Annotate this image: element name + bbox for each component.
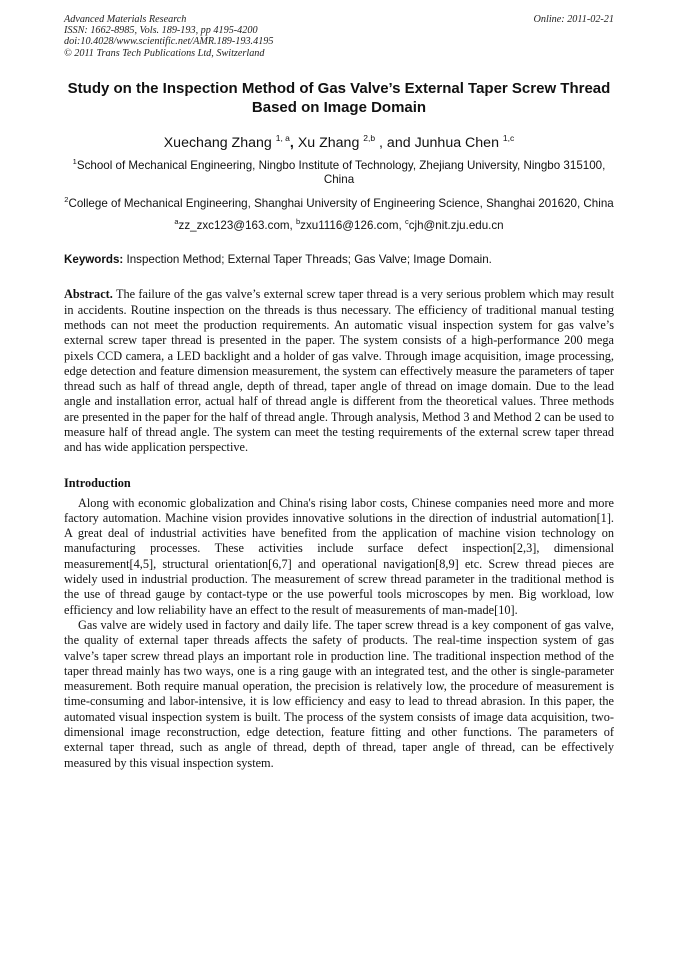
author-affiliation-mark: 2,b	[363, 132, 376, 143]
keywords-label: Keywords:	[64, 253, 124, 267]
author-name: Xu Zhang	[297, 134, 364, 151]
publication-header	[64, 14, 614, 59]
abstract-text: The failure of the gas valve’s external screw taper thread is a very serious problem which may result in accidents. Routine inspection on the threads is thus necessary. The efficiency of traditional manual testing methods can not meet the production requirements. An automatic visual inspection system for gas valve’s external screw taper thread is presented in the paper. The system consists of a high-performance 200 mega pixels CCD camera, a LED backlight and a holder of gas valve. Through image acquisition, image processing, edge detection and feature dimension measurement, the system can effectively measure the parameters of taper thread such as half of thread angle, depth of thread, taper angle of thread on image domain. Due to the lead angle and installation error, actual half of thread angle is different from the theoretical values. Three methods are presented in the paper for the half of thread angle. Through analysis, Method 3 and Method 2 can be used to measure half of thread angle. The system can meet the testing requirements of the external screw taper thread and has wide application perspective.	[64, 287, 614, 455]
copyright-line: © 2011 Trans Tech Publications Ltd, Switzerland	[64, 47, 265, 59]
doi-line: doi:10.4028/www.scientific.net/AMR.189-193.4195	[64, 36, 274, 48]
author-emails	[64, 219, 614, 233]
affiliation-text: School of Mechanical Engineering, Ningbo Institute of Technology, Zhejiang University, Ningbo 315100, China	[76, 158, 606, 187]
affiliation-text: College of Mechanical Engineering, Shanghai University of Engineering Science, Shanghai 201620, China	[68, 196, 614, 210]
email-address: zz_zxc123@163.com,	[178, 219, 296, 233]
keywords	[64, 253, 614, 267]
author-name: Xuechang Zhang	[163, 134, 276, 151]
author-affiliation-mark: 1, a	[275, 132, 290, 143]
email-mark: c	[404, 217, 409, 227]
affiliation-1	[64, 156, 614, 188]
email-mark: a	[174, 217, 179, 227]
author-affiliation-mark: 1,c	[502, 132, 515, 143]
author-list	[64, 134, 614, 152]
paper-title: Study on the Inspection Method of Gas Valve’s External Taper Screw Thread Based on Image Domain	[67, 79, 611, 116]
email-address: zxu1116@126.com,	[300, 219, 405, 233]
section-heading-introduction: Introduction	[64, 475, 131, 490]
author-name: Junhua Chen	[414, 134, 503, 151]
affiliation-mark: 2	[64, 194, 69, 204]
email-address: cjh@nit.zju.edu.cn	[408, 219, 504, 233]
abstract-label: Abstract.	[64, 287, 113, 302]
intro-paragraph-2: Gas valve are widely used in factory and daily life. The taper screw thread is a key component of gas valve, the quality of external taper threads affects the safety of products. The real-time inspection system of gas valve’s taper screw thread plays an important role in production line. The traditional inspection method of the taper thread mainly has two ways, one is a ring gauge with an integrated test, and the other is single-parameter measurement. Both require manual operation, the precision is relatively low, the procedure of measurement is time-consuming and labor-intensive, it is low efficiency and easy to lead to thread abrasion. In this paper, the automated visual inspection system is built. The process of the system consists of image data acquisition, two-dimensional image reconstruction, edge detection, feature fitting and other functions. The parameters of external taper thread, such as angle of thread, depth of thread, taper angle of thread, can be effectively measured by this visual inspection system.	[64, 617, 614, 770]
keywords-text: Inspection Method; External Taper Threads; Gas Valve; Image Domain.	[123, 253, 492, 267]
author-separator: ,	[289, 134, 298, 151]
affiliation-2	[64, 194, 614, 212]
publication-info	[64, 14, 273, 59]
journal-name: Advanced Materials Research	[64, 14, 187, 25]
online-date: Online: 2011-02-21	[533, 14, 614, 25]
issn-line: ISSN: 1662-8985, Vols. 189-193, pp 4195-4200	[64, 25, 258, 37]
intro-paragraph-1: Along with economic globalization and China's rising labor costs, Chinese companies need more and more factory automation. Machine vision provides innovative solutions in the direction of industrial automation[1]. A great deal of industrial activities have benefited from the application of machine vision technology on manufacturing processes. These activities include surface defect inspection[2,3], dimensional measurement[4,5], structural orientation[6,7] and operational navigation[8,9] etc. Screw thread pieces are widely used in industrial production. The measurement of screw thread parameter in the traditional method is the use of thread gauge by contact-type or the use powerful tools microscopes by men. Big workload, low efficiency and low reliability have an effect to the result of measurements of man-made[10].	[64, 495, 614, 617]
abstract	[64, 287, 614, 455]
email-mark: b	[296, 217, 301, 227]
author-separator: , and	[375, 134, 415, 151]
affiliation-mark: 1	[72, 156, 77, 166]
